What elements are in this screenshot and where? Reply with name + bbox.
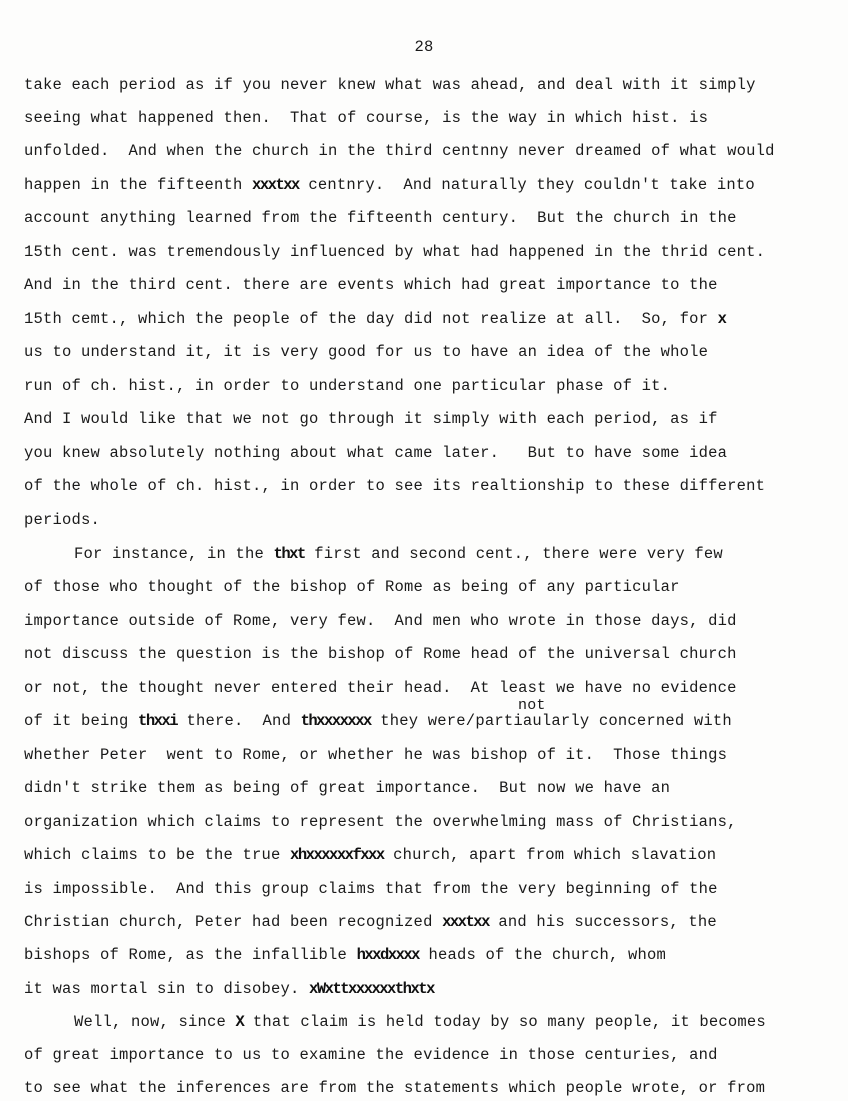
line-text: it was mortal sin to disobey. (24, 980, 310, 998)
text-line (74, 1013, 766, 1031)
line-text: not discuss the question is the bishop of Rome head of the universal church (24, 645, 737, 663)
text-line (74, 545, 723, 563)
line-text: take each period as if you never knew what was ahead, and deal with it simply (24, 76, 756, 94)
line-text: run of ch. hist., in order to understand one particular phase of it. (24, 377, 671, 395)
text-line (24, 846, 716, 864)
text-line (24, 276, 718, 294)
line-text: centnry. And naturally they couldn't take into (298, 176, 755, 194)
text-line (24, 377, 670, 395)
text-line (24, 243, 765, 261)
text-line (24, 645, 737, 663)
line-text: bishops of Rome, as the infallible (24, 946, 357, 964)
line-text: importance outside of Rome, very few. And men who wrote in those days, did (24, 612, 737, 630)
text-line (24, 511, 100, 529)
line-text: And in the third cent. there are events which had great importance to the (24, 276, 718, 294)
text-line (24, 477, 765, 495)
line-text: they were/partiaularly concerned with (370, 712, 732, 730)
text-line (24, 779, 670, 797)
text-line (24, 109, 708, 127)
struck-out-text: thxxxxxxx (300, 712, 371, 730)
line-text: to see what the inferences are from the statements which people wrote, or from (24, 1079, 766, 1097)
text-line (24, 209, 737, 227)
struck-out-text: xhxxxxxxfxxx (290, 846, 384, 864)
text-line (24, 1046, 718, 1064)
line-text: happen in the fifteenth (24, 176, 253, 194)
line-text: church, apart from which slavation (383, 846, 717, 864)
text-line (24, 813, 737, 831)
struck-out-text: xxxtxx (442, 913, 489, 931)
line-text: is impossible. And this group claims that from the very beginning of the (24, 880, 718, 898)
text-line (24, 410, 718, 428)
line-text: of the whole of ch. hist., in order to see its realtionship to these different (24, 477, 766, 495)
text-line (24, 444, 727, 462)
line-text: which claims to be the true (24, 846, 291, 864)
interlinear-insert: not (518, 697, 546, 714)
struck-out-text: xWxttxxxxxxthxtx (309, 980, 434, 998)
struck-out-text: thxxi (138, 712, 178, 730)
line-text: us to understand it, it is very good for us to have an idea of the whole (24, 343, 709, 361)
page-number: 28 (414, 38, 434, 56)
text-line (24, 578, 680, 596)
text-line (24, 946, 666, 964)
text-line (24, 76, 756, 94)
line-text: seeing what happened then. That of course, is the way in which hist. is (24, 109, 709, 127)
struck-out-text: X (235, 1013, 244, 1031)
line-text: or not, the thought never entered their head. At least we have no evidence (24, 679, 737, 697)
text-line (24, 176, 755, 194)
struck-out-text: hxxdxxxx (356, 946, 419, 964)
text-line (24, 142, 775, 160)
line-text: of great importance to us to examine the evidence in those centuries, and (24, 1046, 718, 1064)
line-text: heads of the church, whom (418, 946, 667, 964)
struck-out-text: xxxtxx (252, 176, 299, 194)
line-text: periods. (24, 511, 101, 529)
line-text: that claim is held today by so many people, it becomes (243, 1013, 766, 1031)
line-text: account anything learned from the fifteenth century. But the church in the (24, 209, 737, 227)
line-text: didn't strike them as being of great importance. But now we have an (24, 779, 671, 797)
line-text: Well, now, since (74, 1013, 236, 1031)
line-text: whether Peter went to Rome, or whether he was bishop of it. Those things (24, 746, 728, 764)
text-line (24, 913, 717, 931)
line-text: first and second cent., there were very few (304, 545, 723, 563)
line-text: of it being (24, 712, 139, 730)
text-line (24, 746, 727, 764)
line-text: 15th cent. was tremendously influenced by what had happened in the thrid cent. (24, 243, 766, 261)
line-text: of those who thought of the bishop of Rome as being of any particular (24, 578, 680, 596)
text-line (24, 343, 708, 361)
line-text: unfolded. And when the church in the third centnny never dreamed of what would (24, 142, 775, 160)
line-text: you knew absolutely nothing about what came later. But to have some idea (24, 444, 728, 462)
line-text: organization which claims to represent the overwhelming mass of Christians, (24, 813, 737, 831)
text-line (24, 612, 737, 630)
line-text: there. And (177, 712, 301, 730)
text-line (24, 310, 725, 328)
text-line (24, 980, 434, 998)
line-text: For instance, in the (74, 545, 274, 563)
line-text: 15th cemt., which the people of the day did not realize at all. So, for (24, 310, 718, 328)
text-line (24, 880, 718, 898)
text-line (24, 1079, 765, 1097)
struck-out-text: x (717, 310, 726, 328)
line-text: And I would like that we not go through it simply with each period, as if (24, 410, 718, 428)
line-text: Christian church, Peter had been recognized (24, 913, 443, 931)
text-line (24, 712, 732, 730)
line-text: and his successors, the (488, 913, 717, 931)
text-line (24, 679, 737, 697)
struck-out-text: thxt (273, 545, 305, 563)
